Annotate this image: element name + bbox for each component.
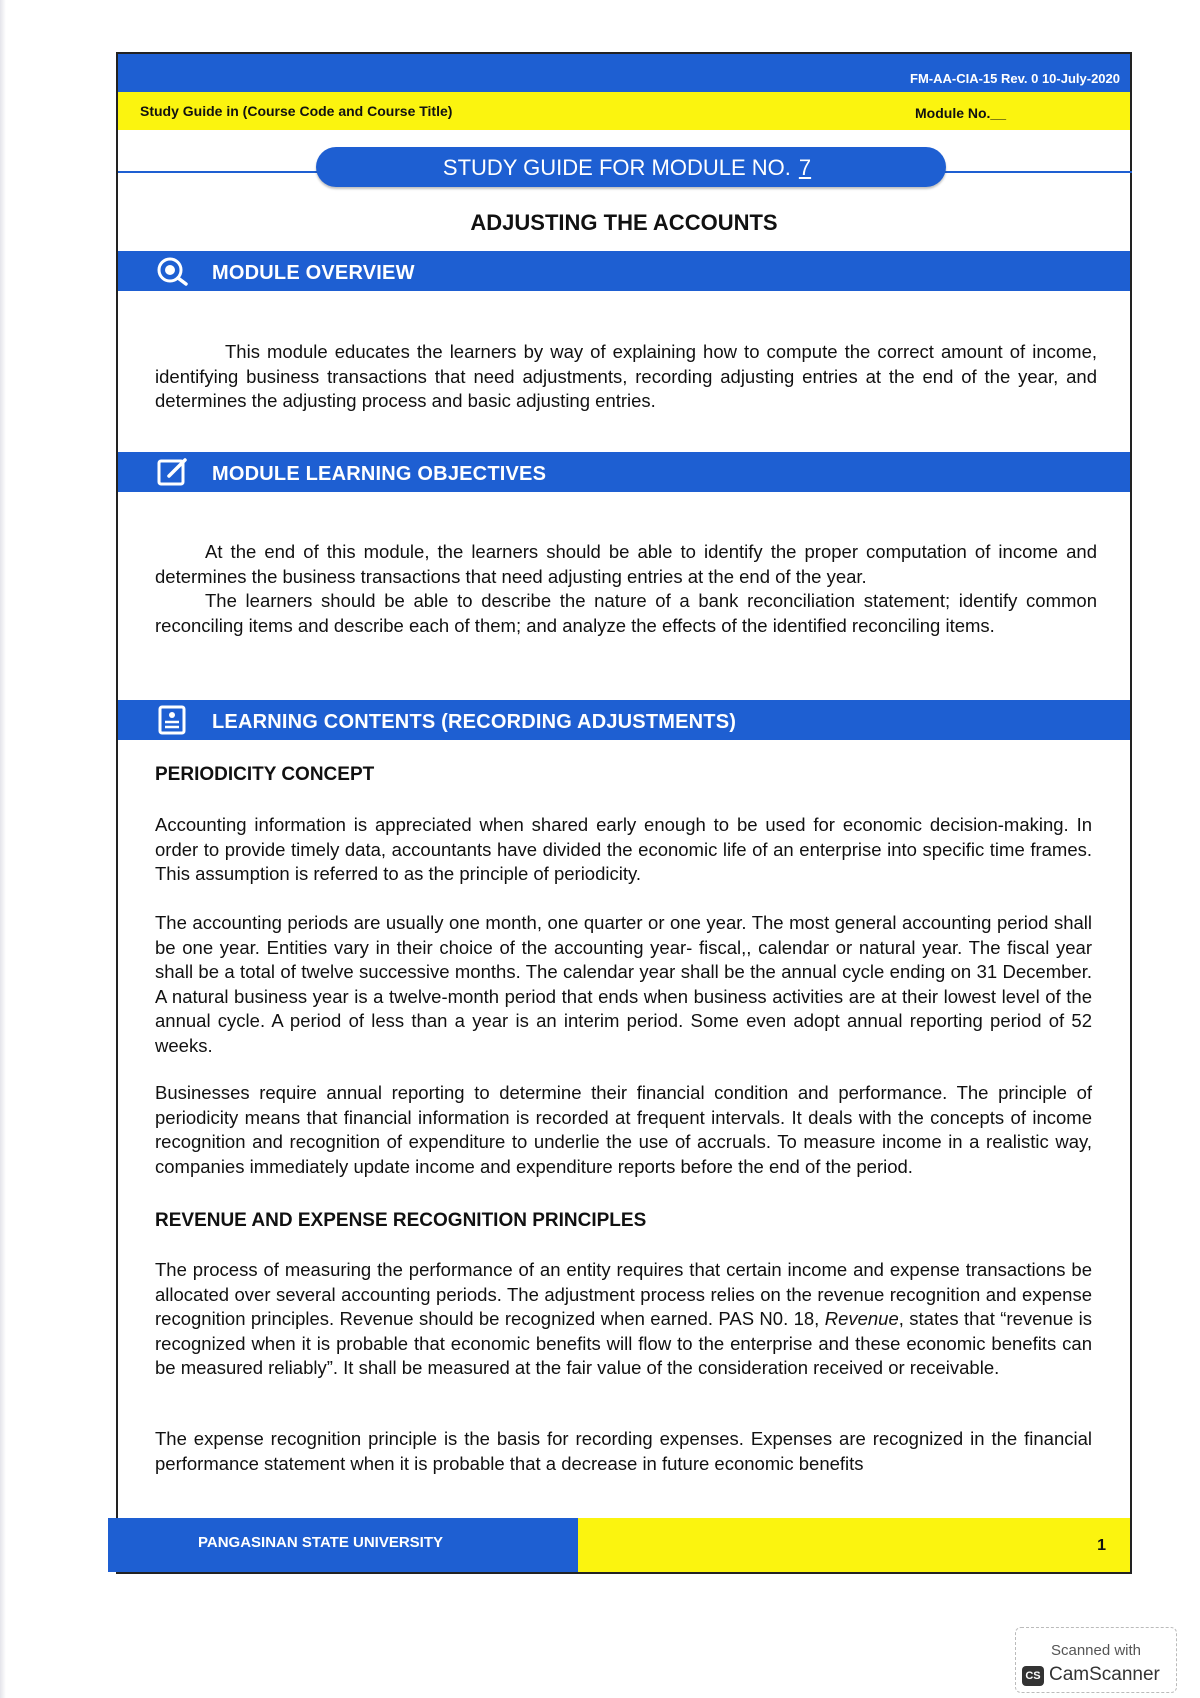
learning-contents-bar: [118, 700, 1130, 740]
edit-icon: [156, 457, 190, 487]
module-title-pill: [316, 147, 946, 187]
recognition-heading: REVENUE AND EXPENSE RECOGNITION PRINCIPLES: [155, 1210, 647, 1231]
overview-paragraph: This module educates the learners by way of explaining how to compute the correct amount of income, identifying business transactions that need adjustments, recording adjusting entries at the end of the year, and determines the adjusting process and basic adjusting entries.: [155, 341, 1097, 411]
page-title: ADJUSTING THE ACCOUNTS: [470, 210, 778, 235]
magnifier-icon: [156, 256, 190, 286]
module-overview-title: MODULE OVERVIEW: [212, 262, 415, 284]
content-paragraph-4: The process of measuring the performance of an entity requires that certain income and expense transactions be allocated over several accounting periods. The adjustment process relies on the revenue recognition and expense recognition principles. Revenue should be recognized when earned. PAS N0. 18, Revenue, states that “revenue is recognized when it is probable that economic benefits will flow to the enterprise and these economic benefits can be measured reliably”. It shall be measured at the fair value of the consideration received or receivable.: [155, 1259, 1092, 1378]
learning-objectives-bar: [118, 452, 1130, 492]
scanned-with-label: Scanned with: [1050, 1642, 1142, 1659]
document-icon: [156, 705, 190, 735]
camscanner-brand: CamScanner: [1049, 1664, 1160, 1685]
learning-contents-title: LEARNING CONTENTS (RECORDING ADJUSTMENTS): [212, 711, 737, 733]
module-number: 7: [798, 155, 812, 180]
content-paragraph-2: The accounting periods are usually one month, one quarter or one year. The most general accounting period shall be one year. Entities vary in their choice of the accounting year- fiscal,, calendar or natural year. The fiscal year shall be a total of twelve successive months. The calendar year shall be the annual cycle ending on 31 December. A natural business year is a twelve-month period that ends when business activities are at their lowest level of the annual cycle. A period of less than a year is an interim period. Some even adopt annual reporting period of 52 weeks.: [155, 912, 1092, 1056]
objectives-paragraph-1: At the end of this module, the learners should be able to identify the proper computation of income and determines the business transactions that need adjusting entries at the end of the year.: [155, 541, 1097, 587]
study-guide-page: [116, 52, 1132, 1574]
objectives-paragraph-2: The learners should be able to describe the nature of a bank reconciliation statement; identify common reconciling items and describe each of them; and analyze the effects of the identified reconciling items.: [155, 590, 1097, 636]
page-number: 1: [578, 1518, 1130, 1572]
footer-university: PANGASINAN STATE UNIVERSITY: [108, 1518, 578, 1572]
module-label: Module No.__: [915, 105, 1007, 121]
learning-objectives-title: MODULE LEARNING OBJECTIVES: [212, 463, 547, 485]
form-code: FM-AA-CIA-15 Rev. 0 10-July-2020: [118, 54, 1130, 92]
periodicity-heading: PERIODICITY CONCEPT: [155, 764, 375, 785]
content-paragraph-5: The expense recognition principle is the basis for recording expenses. Expenses are recognized in the financial performance statement when it is probable that a decrease in future economic benefits: [155, 1428, 1092, 1474]
content-paragraph-1: Accounting information is appreciated when shared early enough to be used for economic decision-making. In order to provide timely data, accountants have divided the economic life of an enterprise into specific time frames. This assumption is referred to as the principle of periodicity.: [155, 814, 1092, 884]
content-paragraph-3: Businesses require annual reporting to determine their financial condition and performance. The principle of periodicity means that financial information is recorded at frequent intervals. It deals with the concepts of income recognition and recognition of expenditure to underlie the use of accruals. To measure income in a realistic way, companies immediately update income and expenditure reports before the end of the period.: [155, 1082, 1092, 1177]
module-title-prefix: STUDY GUIDE FOR MODULE NO.: [442, 155, 791, 180]
module-overview-bar: [118, 251, 1130, 291]
camscanner-badge: [1015, 1627, 1177, 1693]
course-label: Study Guide in (Course Code and Course Title): [140, 103, 453, 119]
page-edge-shadow: [0, 0, 6, 1698]
camscanner-logo-icon: CS: [1022, 1666, 1044, 1686]
course-header-bar: [118, 92, 1130, 130]
